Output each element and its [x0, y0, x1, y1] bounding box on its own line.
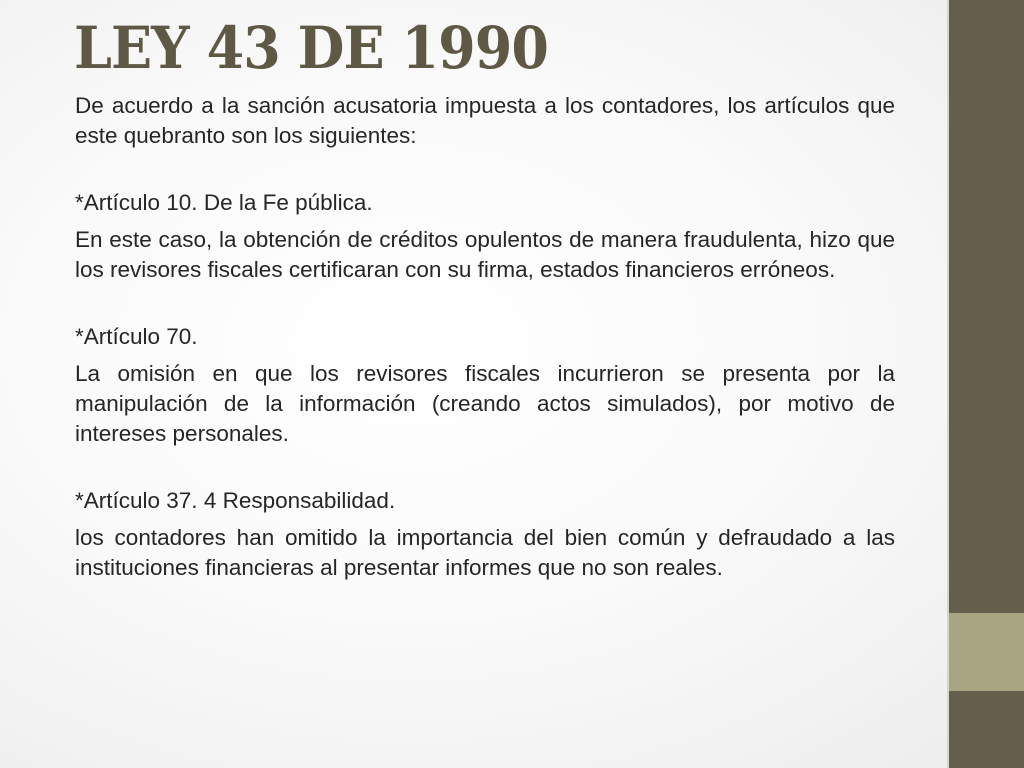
article-37-heading: *Artículo 37. 4 Responsabilidad. [75, 488, 396, 513]
slide-title: LEY 43 DE 1990 [74, 14, 548, 82]
slide-body [75, 91, 895, 590]
side-accent-block [949, 613, 1024, 691]
article-70-text: La omisión en que los revisores fiscales incurrieron se presenta por la manipulación de la información (creando actos simulados), por motivo de intereses personales. [75, 361, 895, 446]
spacer [75, 158, 895, 188]
article-10-heading: *Artículo 10. De la Fe pública. [75, 190, 373, 215]
intro-paragraph: De acuerdo a la sanción acusatoria impuesta a los contadores, los artículos que este quebranto son los siguientes: [75, 93, 895, 148]
article-10-text: En este caso, la obtención de créditos opulentos de manera fraudulenta, hizo que los revisores fiscales certificaran con su firma, estados financieros erróneos. [75, 227, 895, 282]
article-37-text: los contadores han omitido la importancia del bien común y defraudado a las instituciones financieras al presentar informes que no son reales. [75, 525, 895, 580]
article-70-heading: *Artículo 70. [75, 324, 198, 349]
spacer [75, 456, 895, 486]
spacer [75, 292, 895, 322]
